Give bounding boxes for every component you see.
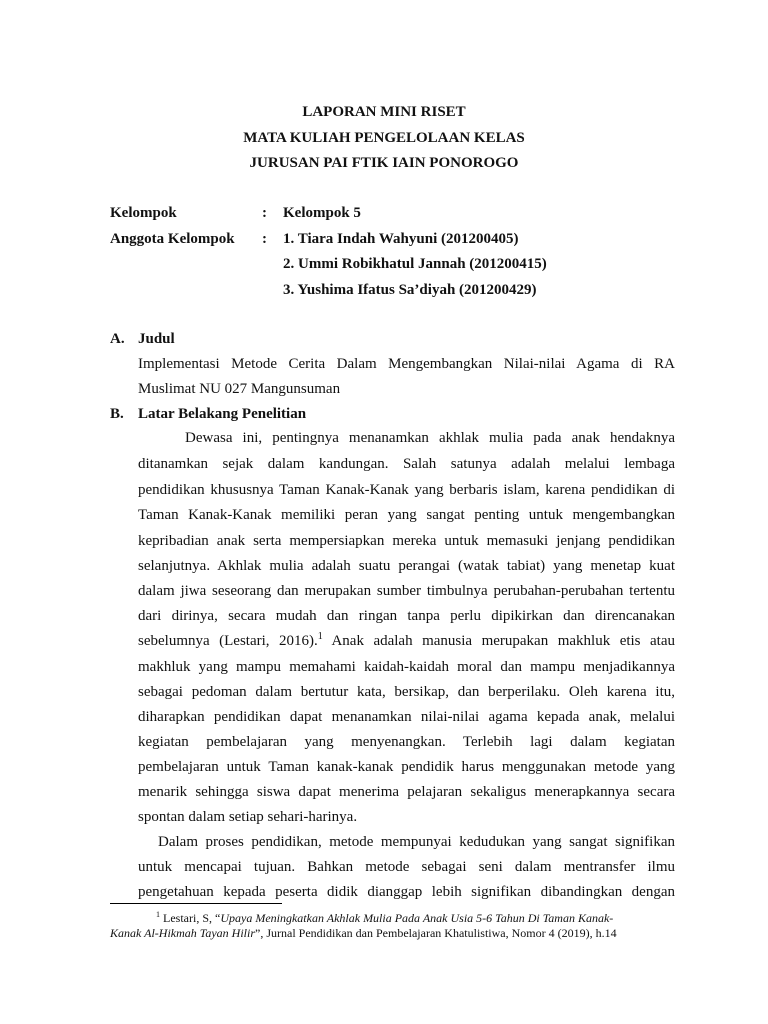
footnote-italic-title-cont: Kanak Al-Hikmah Tayan Hilir — [110, 926, 256, 940]
footnote-prefix: Lestari, S, “ — [160, 911, 221, 925]
paragraph-line: dalam jiwa seseorang dan merupakan sumber timbulnya perubahan-perubahan tertentu — [138, 583, 675, 599]
paragraph-line: untuk mencapai tujuan. Bahkan metode sebagai seni dalam mentransfer ilmu — [138, 859, 675, 875]
paragraph-line: sebagai pedoman dalam bertutur kata, bersikap, dan berperilaku. Oleh karena itu, — [138, 684, 675, 700]
paragraph-line: diharapkan pendidikan dapat menanamkan nilai-nilai agama kepada anak, melalui — [138, 709, 675, 725]
paragraph-line: kegiatan pembelajaran yang menyenangkan. Terlebih lagi dalam kegiatan — [138, 734, 675, 750]
member-1: 1. Tiara Indah Wahyuni (201200405) — [283, 231, 519, 247]
paragraph-line: pendidikan khususnya Taman Kanak-Kanak yang berbaris islam, karena pendidikan di — [138, 482, 675, 498]
section-b-letter: B. — [110, 406, 124, 422]
paragraph-line: Dalam proses pendidikan, metode mempunyai kedudukan yang sangat signifikan — [158, 834, 675, 850]
paragraph-line: pengetahuan kepada peserta didik dianggap lebih signifikan dibandingkan dengan — [138, 884, 675, 900]
paragraph-line: Dewasa ini, pentingnya menanamkan akhlak mulia pada anak hendaknya — [185, 430, 675, 446]
paragraph-line: dari dirinya, secara mudah dan ringan tanpa perlu dipikirkan dan direncanakan — [138, 608, 675, 624]
paragraph-line-tail: Anak adalah manusia merupakan makhluk etis atau — [322, 633, 676, 649]
paragraph-line: pembelajaran untuk Taman kanak-kanak pendidik harus menggunakan metode yang — [138, 759, 675, 775]
group-value: Kelompok 5 — [283, 205, 361, 221]
section-a-heading: Judul — [138, 331, 175, 347]
paragraph-line: spontan dalam setiap sehari-harinya. — [138, 809, 358, 825]
footnote-separator — [110, 903, 282, 904]
member-3: 3. Yushima Ifatus Sa’diyah (201200429) — [283, 282, 537, 298]
footnote-line-1 — [156, 911, 613, 926]
paragraph-line-with-footnote — [138, 633, 675, 650]
section-a-line: Implementasi Metode Cerita Dalam Mengembangkan Nilai-nilai Agama di RA — [138, 356, 675, 372]
section-a-line: Muslimat NU 027 Mangunsuman — [138, 381, 341, 397]
paragraph-line: Taman Kanak-Kanak memiliki peran yang sangat penting untuk mengembangkan — [138, 507, 675, 523]
paragraph-line: ditanamkan sejak dalam kandungan. Salah satunya adalah melalui lembaga — [138, 456, 675, 472]
paragraph-line: kepribadian anak serta mempersiapkan mereka untuk memasuki jenjang pendidikan — [138, 533, 675, 549]
group-colon: : — [262, 205, 267, 221]
section-a-letter: A. — [110, 331, 125, 347]
footnote-reference: 1 — [317, 631, 323, 642]
paragraph-line: makhluk yang mampu memahami kaidah-kaidah moral dan mampu menjadikannya — [138, 659, 675, 675]
members-label: Anggota Kelompok — [110, 231, 235, 247]
group-label: Kelompok — [110, 205, 177, 221]
footnote-number: 1 — [156, 910, 160, 919]
footnote-italic-title: Upaya Meningkatkan Akhlak Mulia Pada Anak Usia 5-6 Tahun Di Taman Kanak- — [220, 911, 614, 925]
course-title: MATA KULIAH PENGELOLAAN KELAS — [243, 130, 525, 146]
department-title: JURUSAN PAI FTIK IAIN PONOROGO — [249, 155, 519, 171]
report-title: LAPORAN MINI RISET — [302, 104, 466, 120]
section-b-heading: Latar Belakang Penelitian — [138, 406, 307, 422]
paragraph-line: selanjutnya. Akhlak mulia adalah suatu perangai (watak tabiat) yang menetap kuat — [138, 558, 675, 574]
member-2: 2. Ummi Robikhatul Jannah (201200415) — [283, 256, 547, 272]
paragraph-line: menarik sehingga siswa dapat menerima pelajaran sekaligus menerapkannya secara — [138, 784, 675, 800]
footnote-line-2 — [110, 926, 617, 941]
paragraph-line-text: sebelumnya (Lestari, 2016). — [138, 633, 318, 649]
footnote-suffix: ”, Jurnal Pendidikan dan Pembelajaran Khatulistiwa, Nomor 4 (2019), h.14 — [255, 926, 617, 940]
members-colon: : — [262, 231, 267, 247]
